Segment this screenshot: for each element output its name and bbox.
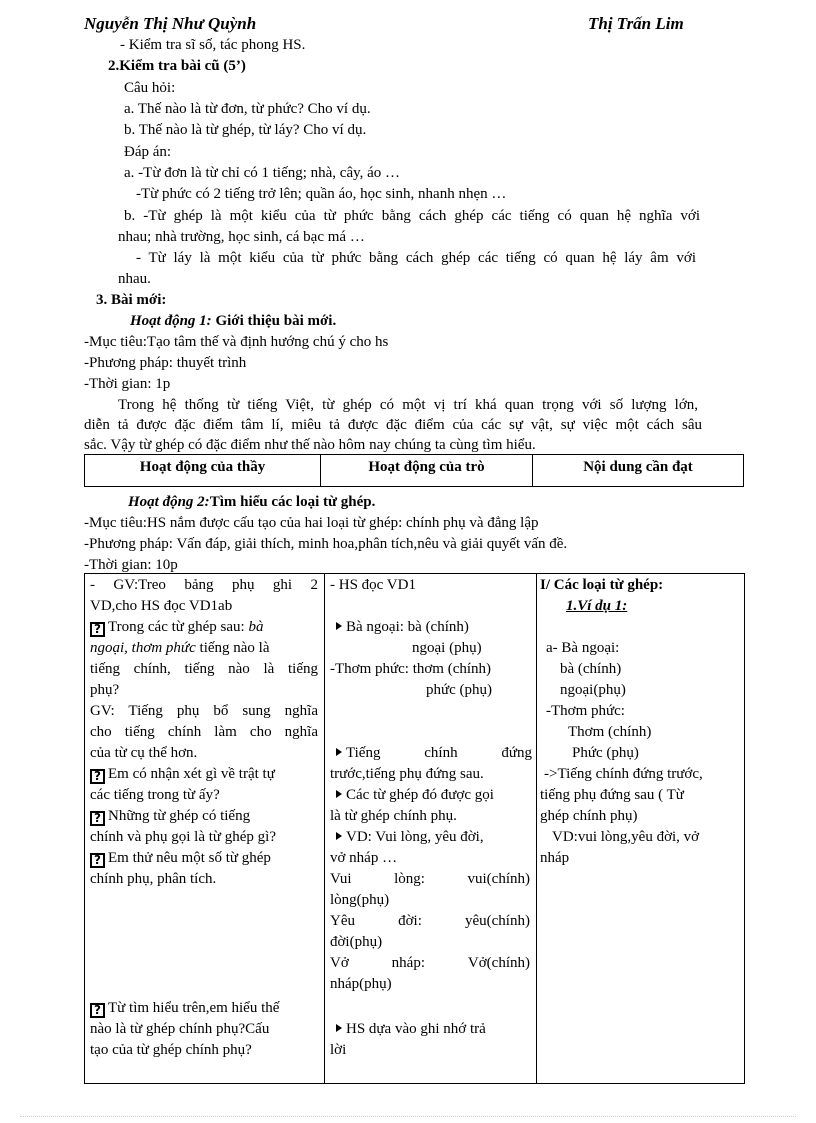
line-checkin: - Kiểm tra sĩ số, tác phong HS. — [120, 37, 306, 53]
student-line: Tiếng chính đứng — [330, 743, 532, 764]
activity-2-time: -Thời gian: 10p — [84, 557, 178, 573]
content-line: tiếng phụ đứng sau ( Từ — [540, 787, 684, 803]
question-4-line: ? Em thử nêu một số từ ghép — [90, 848, 318, 869]
activity-1-heading — [130, 311, 336, 332]
col-teacher-header: Hoạt động của thầy — [85, 455, 321, 487]
question-3-line: ? Những từ ghép có tiếng — [90, 806, 318, 827]
student-line: đời(phụ) — [330, 934, 383, 950]
content-line: ngoại(phụ) — [560, 682, 626, 698]
question-3-line: chính và phụ gọi là từ ghép gì? — [90, 829, 277, 845]
page-bottom-divider — [20, 1116, 796, 1117]
answer-b1: b. -Từ ghép là một kiểu của từ phức bằng cách ghép các tiếng có quan hệ nghĩa với — [124, 208, 700, 224]
teacher-note: của từ cụ thể hơn. — [90, 745, 198, 761]
question-mark-icon: ? — [90, 622, 105, 637]
student-line: trước,tiếng phụ đứng sau. — [330, 766, 484, 782]
content-heading: I/ Các loại từ ghép: — [540, 577, 664, 593]
student-line: vở nháp … — [330, 850, 398, 866]
question-5-line: ? Từ tìm hiểu trên,em hiểu thế — [90, 998, 318, 1019]
activity-1-title: Giới thiệu bài mới. — [211, 313, 337, 329]
student-line: ngoại (phụ) — [412, 640, 482, 656]
bullet-arrow-icon — [336, 790, 342, 798]
student-column-final — [330, 1019, 532, 1061]
activity-1-label: Hoạt động 1: — [130, 313, 212, 329]
teacher-note: cho tiếng chính làm cho nghĩa — [90, 724, 318, 740]
answer-a2: -Từ phức có 2 tiếng trở lên; quần áo, học sinh, nhanh nhẹn … — [136, 186, 507, 202]
student-line: Bà ngoại: bà (chính) — [330, 617, 532, 638]
student-line: nháp(phụ) — [330, 976, 392, 992]
col-divider-2 — [536, 573, 537, 1083]
author-name: Nguyễn Thị Như Quỳnh — [84, 14, 257, 33]
answer-b2: nhau; nhà trường, học sinh, cá bạc má … — [118, 229, 365, 245]
student-line: lời — [330, 1042, 347, 1058]
intro-para-2: diễn tả được đặc điểm tâm lí, miêu tả được đặc điểm của các sự vật, sự việc một cách sâu — [84, 417, 702, 433]
activity-1-method: -Phương pháp: thuyết trình — [84, 355, 247, 371]
student-line: -Thơm phức: thơm (chính) — [330, 661, 492, 677]
activity-table-header — [84, 454, 744, 487]
question-mark-icon: ? — [90, 811, 105, 826]
teacher-note: GV: Tiếng phụ bổ sung nghĩa — [90, 703, 318, 719]
section-2-heading: 2.Kiểm tra bài cũ (5’) — [108, 58, 246, 74]
intro-para-1: Trong hệ thống từ tiếng Việt, từ ghép có một vị trí khá quan trọng với số lượng lớn, — [118, 397, 698, 413]
student-line: lòng(phụ) — [330, 892, 390, 908]
question-mark-icon: ? — [90, 853, 105, 868]
activity-2-goal: -Mục tiêu:HS nắm được cấu tạo của hai loại từ ghép: chính phụ và đẳng lập — [84, 515, 539, 531]
content-line: ghép chính phụ) — [540, 808, 638, 824]
activity-1-goal: -Mục tiêu:Tạo tâm thế và định hướng chú ý cho hs — [84, 334, 389, 350]
question-1-line: tiếng chính, tiếng nào là tiếng — [90, 661, 318, 677]
section-3-heading: 3. Bài mới: — [96, 292, 167, 308]
question-5-line: nào là từ ghép chính phụ?Cấu — [90, 1021, 270, 1037]
student-line: - HS đọc VD1 — [330, 577, 416, 593]
content-line: a- Bà ngoại: — [546, 640, 620, 656]
intro-para-3: sắc. Vậy từ ghép có đặc điểm như thế nào hôm nay chúng ta cùng tìm hiểu. — [84, 437, 536, 453]
question-1-line: ? Trong các từ ghép sau: bà — [90, 617, 318, 638]
questions-label: Câu hỏi: — [124, 80, 176, 96]
question-b: b. Thế nào là từ ghép, từ láy? Cho ví dụ. — [124, 122, 367, 138]
content-line: VD:vui lòng,yêu đời, vở — [552, 829, 700, 845]
teacher-column — [90, 575, 318, 890]
student-column — [330, 575, 532, 995]
content-line: ->Tiếng chính đứng trước, — [544, 766, 703, 782]
question-2-line: các tiếng trong từ ấy? — [90, 787, 220, 803]
answer-a1: a. -Từ đơn là từ chỉ có 1 tiếng; nhà, cây, áo … — [124, 165, 401, 181]
question-1-line: ngoại, thơm phức tiếng nào là — [90, 640, 270, 656]
activity-2-title: Tìm hiểu các loại từ ghép. — [209, 494, 376, 510]
answers-label: Đáp án: — [124, 144, 172, 160]
question-a: a. Thế nào là từ đơn, từ phức? Cho ví dụ. — [124, 101, 371, 117]
teacher-line: VD,cho HS đọc VD1ab — [90, 598, 233, 614]
content-column — [540, 575, 740, 869]
answer-b3: - Từ láy là một kiểu của từ phức bằng cách ghép các tiếng có quan hệ láy âm với — [136, 250, 696, 266]
activity-2-label: Hoạt động 2: — [128, 494, 210, 510]
teacher-column-final — [90, 998, 318, 1061]
student-line: Vui lòng: vui(chính) — [330, 871, 530, 887]
question-1-line: phụ? — [90, 682, 120, 698]
student-line: HS dựa vào ghi nhớ trả — [330, 1019, 532, 1040]
school-name: Thị Trấn Lim — [588, 14, 684, 33]
bullet-arrow-icon — [336, 832, 342, 840]
activity-1-time: -Thời gian: 1p — [84, 376, 171, 392]
col-divider-1 — [324, 573, 325, 1083]
activity-2-method: -Phương pháp: Vấn đáp, giải thích, minh hoa,phân tích,nêu và giải quyết vấn đề. — [84, 536, 568, 552]
content-line: Phức (phụ) — [572, 745, 639, 761]
question-mark-icon: ? — [90, 769, 105, 784]
content-line: nháp — [540, 850, 570, 866]
activity-2-heading — [128, 492, 375, 513]
student-line: Vở nháp: Vở(chính) — [330, 955, 530, 971]
question-5-line: tạo của từ ghép chính phụ? — [90, 1042, 252, 1058]
bullet-arrow-icon — [336, 1024, 342, 1032]
student-line: là từ ghép chính phụ. — [330, 808, 457, 824]
student-line: Yêu đời: yêu(chính) — [330, 913, 530, 929]
student-line: phức (phụ) — [426, 682, 493, 698]
question-2-line: ? Em có nhận xét gì về trật tự — [90, 764, 318, 785]
bullet-arrow-icon — [336, 622, 342, 630]
content-line: Thơm (chính) — [568, 724, 652, 740]
student-line: VD: Vui lòng, yêu đời, — [330, 827, 532, 848]
question-mark-icon: ? — [90, 1003, 105, 1018]
answer-b4: nhau. — [118, 271, 151, 287]
content-line: bà (chính) — [560, 661, 622, 677]
student-line: Các từ ghép đó được gọi — [330, 785, 532, 806]
col-student-header: Hoạt động của trò — [321, 455, 533, 487]
col-content-header: Nội dung cần đạt — [533, 455, 744, 487]
teacher-line: - GV:Treo bảng phụ ghi 2 — [90, 577, 318, 593]
question-4-line: chính phụ, phân tích. — [90, 871, 217, 887]
bullet-arrow-icon — [336, 748, 342, 756]
example-heading: 1.Ví dụ 1: — [566, 598, 628, 614]
content-line: -Thơm phức: — [546, 703, 625, 719]
